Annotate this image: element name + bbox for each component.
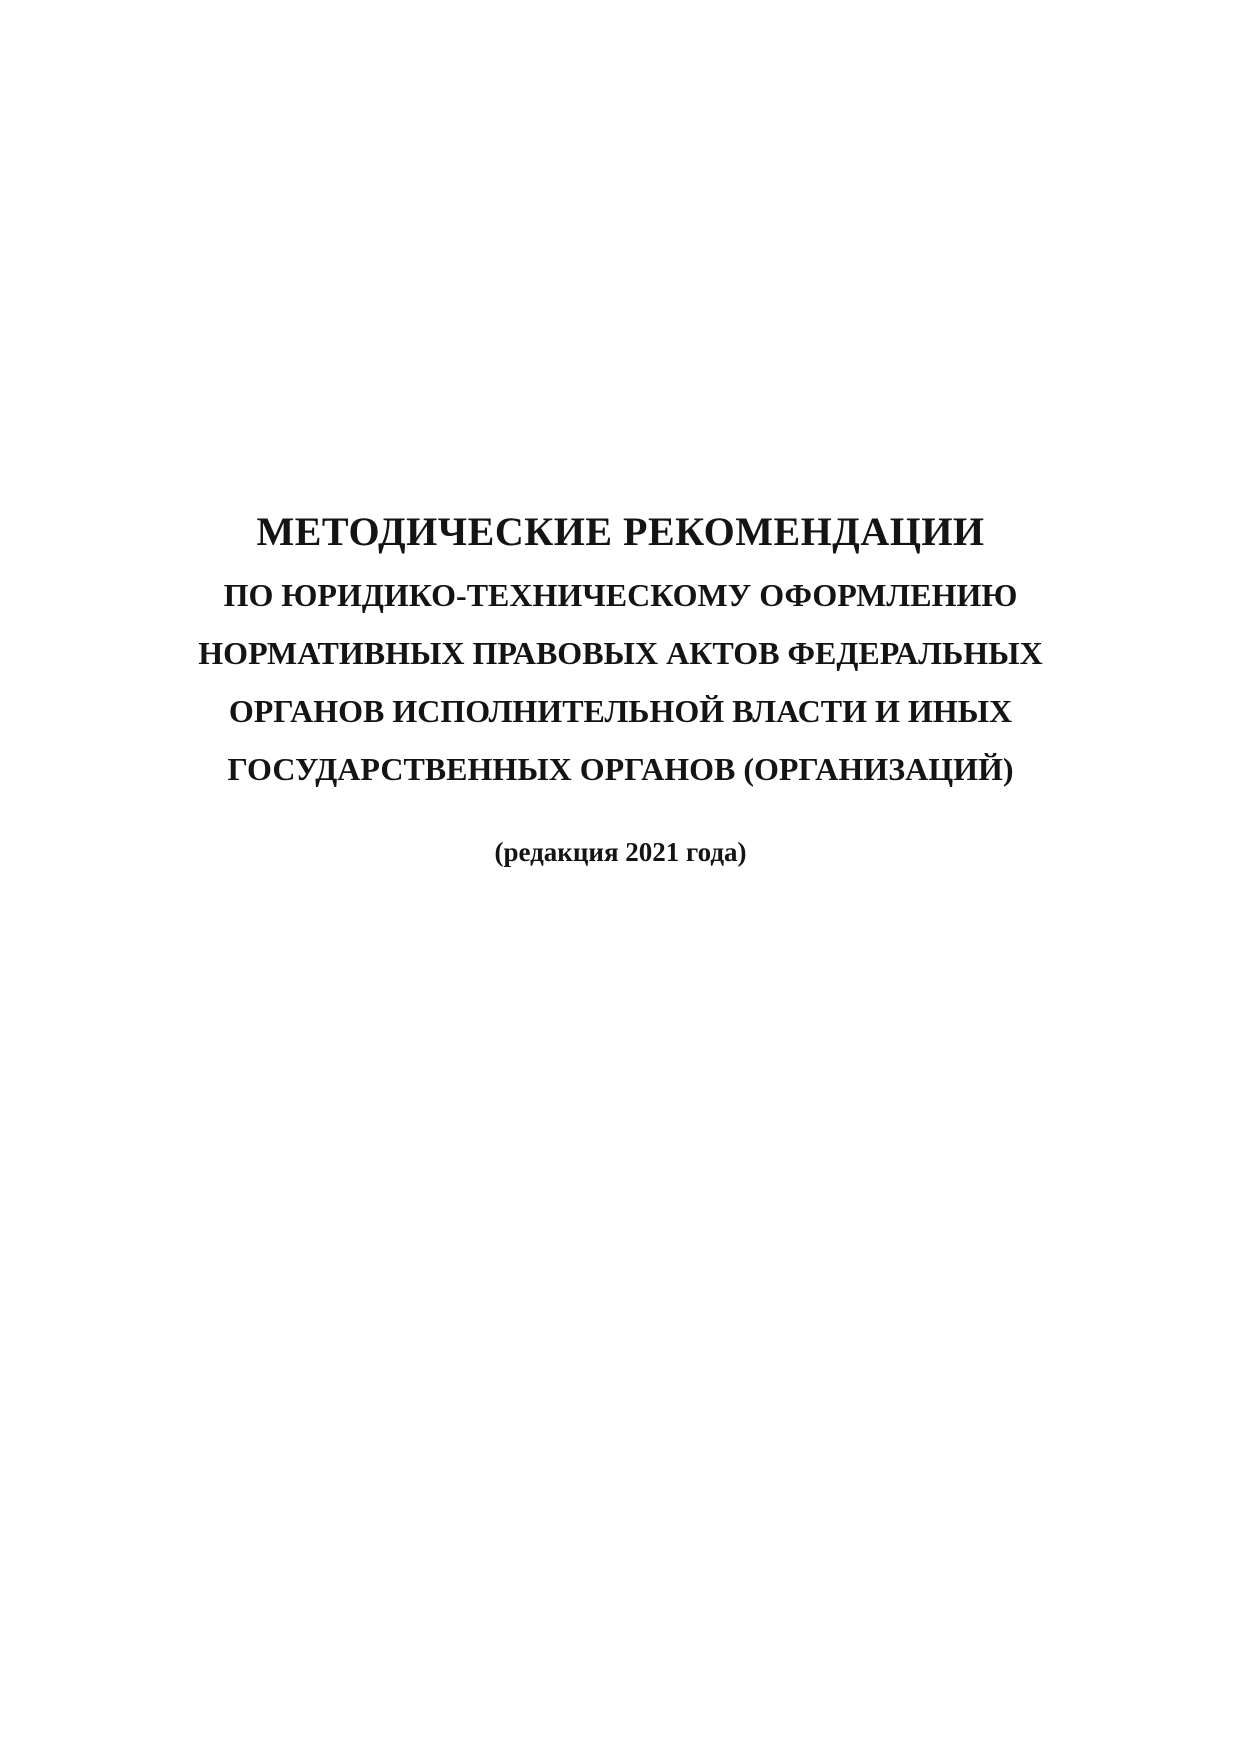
subtitle-line: ГОСУДАРСТВЕННЫХ ОРГАНОВ (ОРГАНИЗАЦИЙ) — [227, 751, 1014, 787]
document-title: МЕТОДИЧЕСКИЕ РЕКОМЕНДАЦИИ — [256, 509, 985, 554]
subtitle-line: НОРМАТИВНЫХ ПРАВОВЫХ АКТОВ ФЕДЕРАЛЬНЫХ — [198, 635, 1043, 671]
document-subtitle — [0, 556, 1241, 798]
subtitle-line: ОРГАНОВ ИСПОЛНИТЕЛЬНОЙ ВЛАСТИ И ИНЫХ — [228, 693, 1013, 729]
subtitle-line: ПО ЮРИДИКО-ТЕХНИЧЕСКОМУ ОФОРМЛЕНИЮ — [223, 577, 1018, 613]
title-block — [0, 508, 1241, 870]
edition-note: (редакция 2021 года) — [494, 837, 747, 867]
